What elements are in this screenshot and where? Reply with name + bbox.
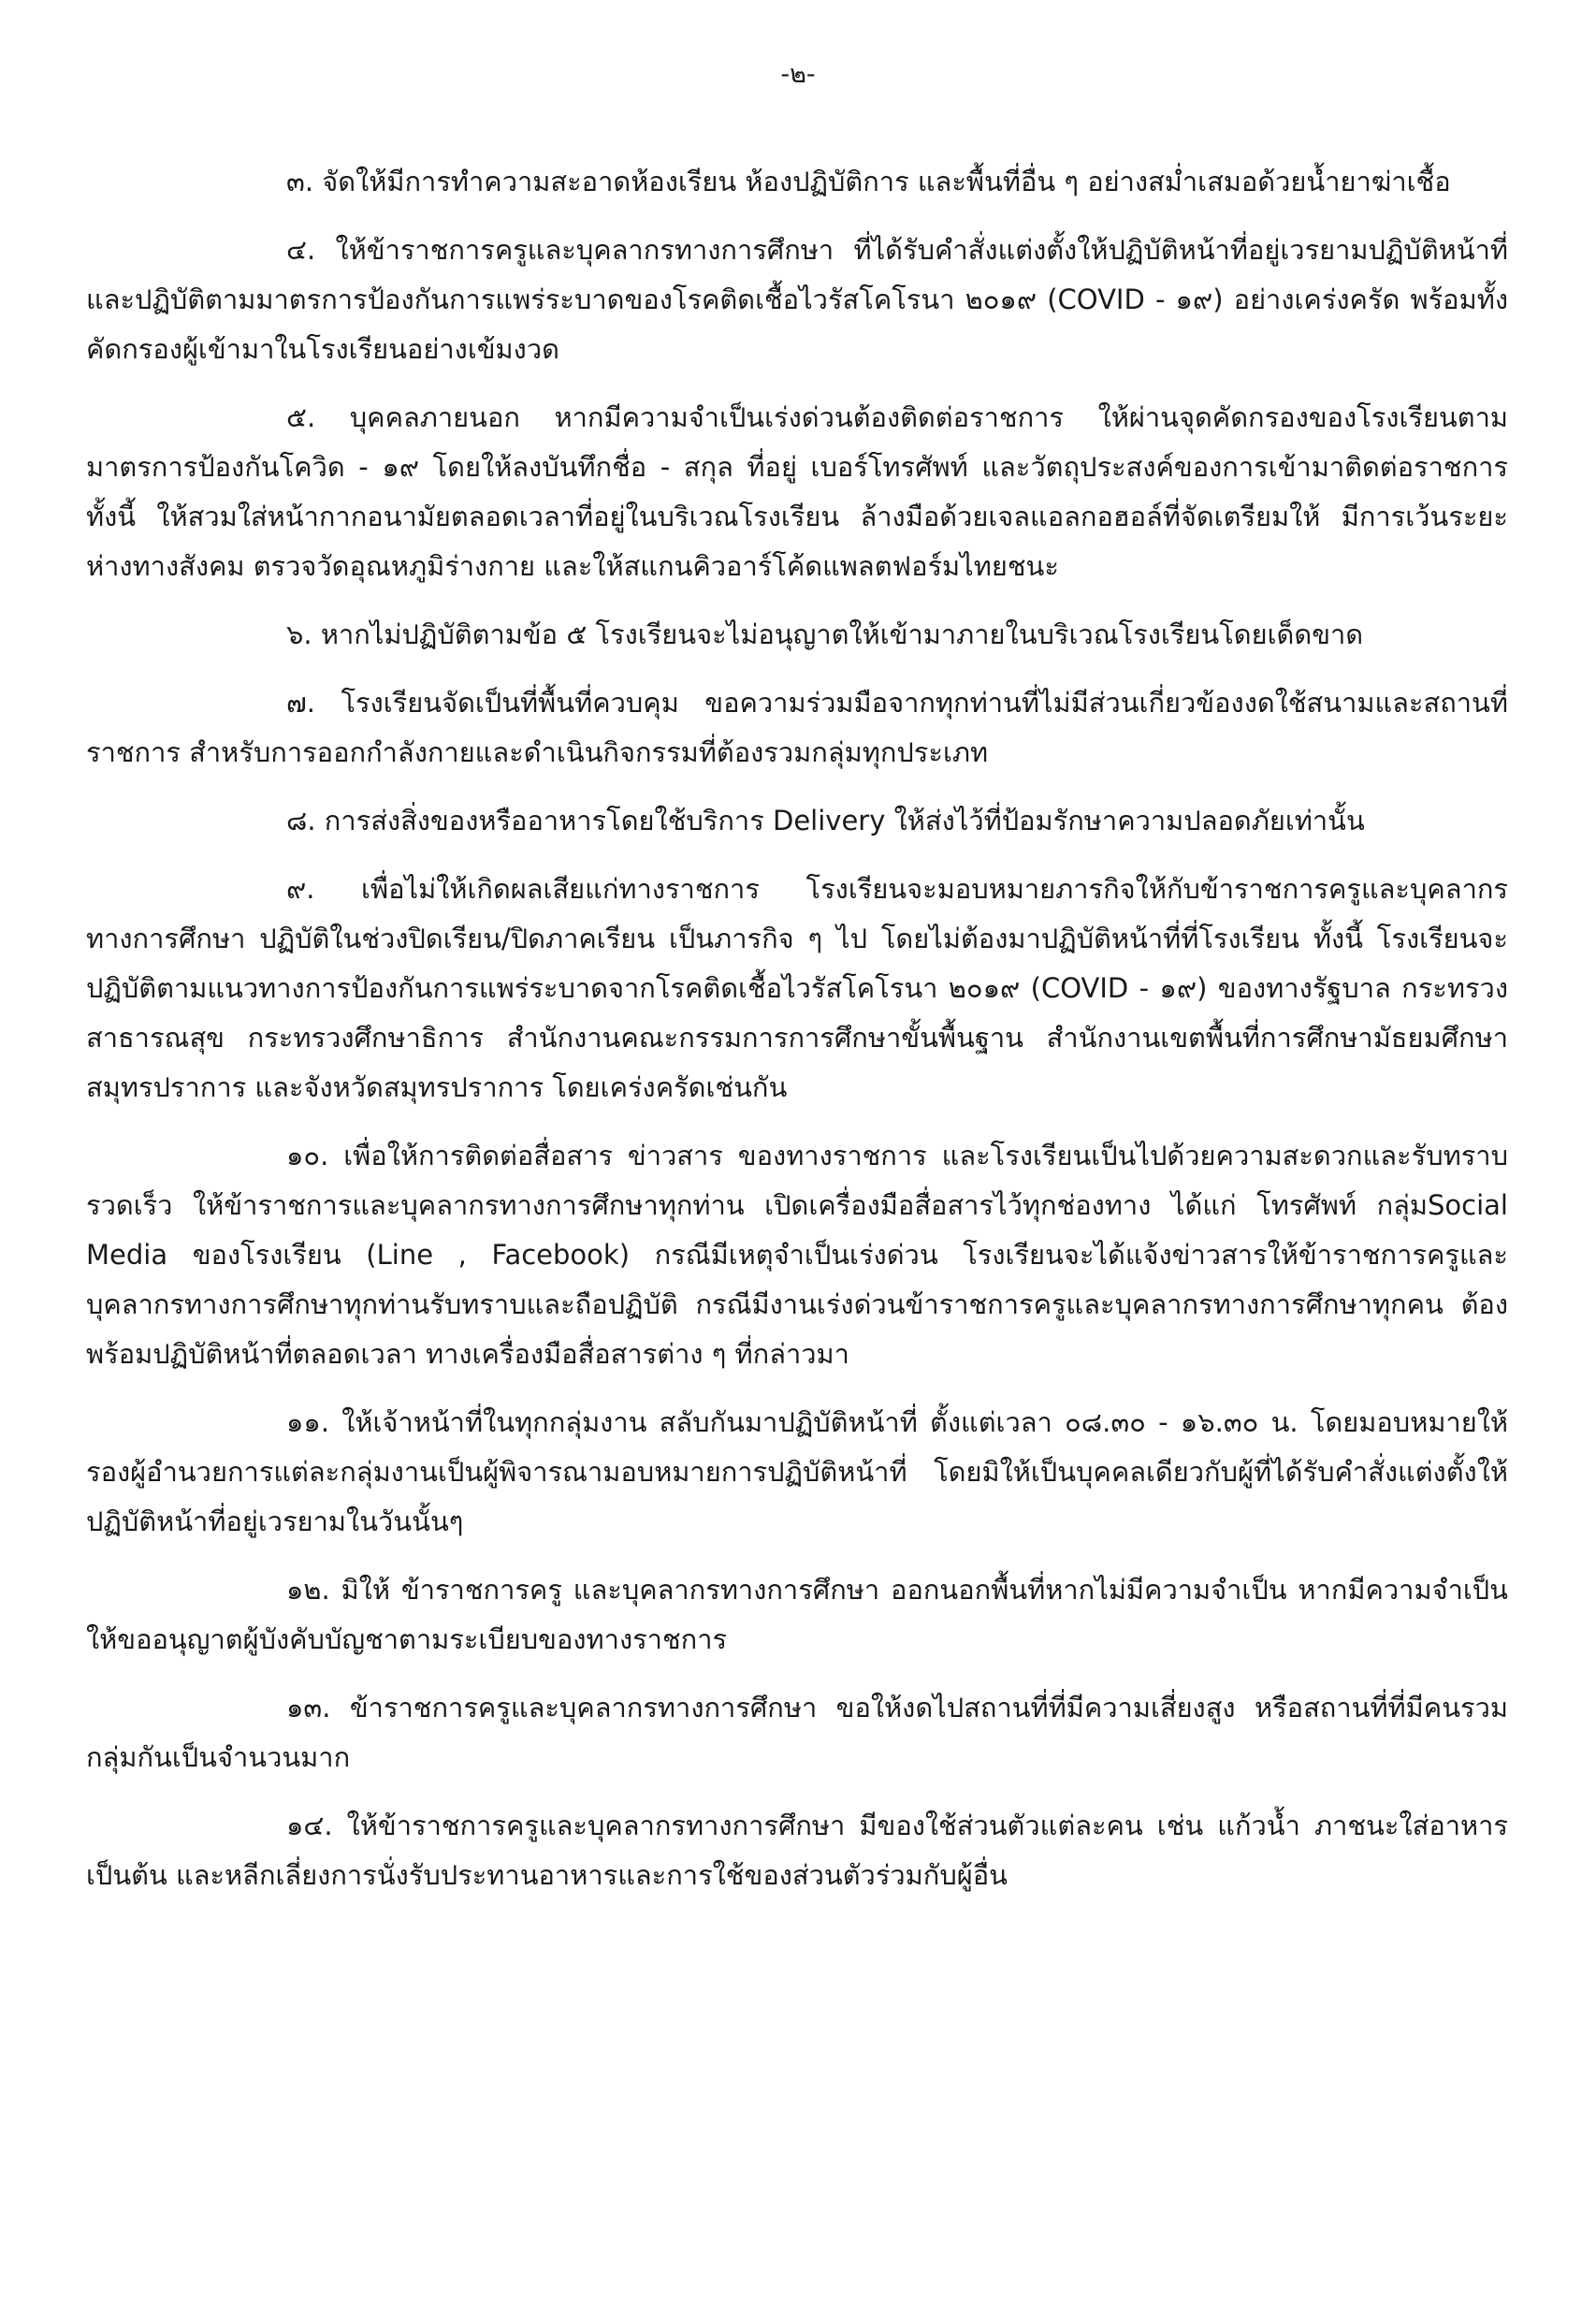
paragraph-item-10: ๑๐. เพื่อให้การติดต่อสื่อสาร ข่าวสาร ของทางราชการ และโรงเรียนเป็นไปด้วยความสะดวกและรับทราบรวดเร็ว ให้ข้าราชการและบุคลากรทางการศึกษาทุกท่าน เปิดเครื่องมือสื่อสารไว้ทุกช่องทาง ได้แก่ โทรศัพท์ กลุ่มSocial Media ของโรงเรียน (Line , Facebook) กรณีมีเหตุจำเป็นเร่งด่วน โรงเรียนจะได้แจ้งข่าวสารให้ข้าราชการครูและบุคลากรทางการศึกษาทุกท่านรับทราบและถือปฏิบัติ กรณีมีงานเร่งด่วนข้าราชการครูและบุคลากรทางการศึกษาทุกคน ต้องพร้อมปฏิบัติหน้าที่ตลอดเวลา ทางเครื่องมือสื่อสารต่าง ๆ ที่กล่าวมา <box>86 1140 1508 1370</box>
paragraph-item-4: ๔. ให้ข้าราชการครูและบุคลากรทางการศึกษา ที่ได้รับคำสั่งแต่งตั้งให้ปฏิบัติหน้าที่อยู่เวรยามปฏิบัติหน้าที่ และปฏิบัติตามมาตรการป้องกันการแพร่ระบาดของโรคติดเชื้อไวรัสโคโรนา ๒๐๑๙ (COVID - ๑๙) อย่างเคร่งครัด พร้อมทั้งคัดกรองผู้เข้ามาในโรงเรียนอย่างเข้มงวด <box>86 234 1508 365</box>
paragraph-item-5: ๕. บุคคลภายนอก หากมีความจำเป็นเร่งด่วนต้องติดต่อราชการ ให้ผ่านจุดคัดกรองของโรงเรียนตามมาตรการป้องกันโควิด - ๑๙ โดยให้ลงบันทึกชื่อ - สกุล ที่อยู่ เบอร์โทรศัพท์ และวัตถุประสงค์ของการเข้ามาติดต่อราชการ ทั้งนี้ ให้สวมใส่หน้ากากอนามัยตลอดเวลาที่อยู่ในบริเวณโรงเรียน ล้างมือด้วยเจลแอลกอฮอล์ที่จัดเตรียมให้ มีการเว้นระยะห่างทางสังคม ตรวจวัดอุณหภูมิร่างกาย และให้สแกนคิวอาร์โค้ดแพลตฟอร์มไทยชนะ <box>86 401 1508 582</box>
paragraph-item-6: ๖. หากไม่ปฏิบัติตามข้อ ๕ โรงเรียนจะไม่อนุญาตให้เข้ามาภายในบริเวณโรงเรียนโดยเด็ดขาด <box>286 618 1364 650</box>
paragraph-item-14: ๑๔. ให้ข้าราชการครูและบุคลากรทางการศึกษา มีของใช้ส่วนตัวแต่ละคน เช่น แก้วน้ำ ภาชนะใส่อาหาร เป็นต้น และหลีกเลี่ยงการนั่งรับประทานอาหารและการใช้ของส่วนตัวร่วมกับผู้อื่น <box>86 1810 1508 1891</box>
paragraph-item-13: ๑๓. ข้าราชการครูและบุคลากรทางการศึกษา ขอให้งดไปสถานที่ที่มีความเสี่ยงสูง หรือสถานที่ที่มีคนรวมกลุ่มกันเป็นจำนวนมาก <box>86 1692 1508 1773</box>
document-body <box>86 157 1508 1919</box>
paragraph-item-12: ๑๒. มิให้ ข้าราชการครู และบุคลากรทางการศึกษา ออกนอกพื้นที่หากไม่มีความจำเป็น หากมีความจำเป็น ให้ขออนุญาตผู้บังคับบัญชาตามระเบียบของทางราชการ <box>86 1574 1508 1655</box>
paragraph-item-11: ๑๑. ให้เจ้าหน้าที่ในทุกกลุ่มงาน สลับกันมาปฏิบัติหน้าที่ ตั้งแต่เวลา ๐๘.๓๐ - ๑๖.๓๐ น. โดยมอบหมายให้รองผู้อำนวยการแต่ละกลุ่มงานเป็นผู้พิจารณามอบหมายการปฏิบัติหน้าที่ โดยมิให้เป็นบุคคลเดียวกับผู้ที่ได้รับคำสั่งแต่งตั้งให้ปฏิบัติหน้าที่อยู่เวรยามในวันนั้นๆ <box>86 1406 1508 1537</box>
page-number: -๒- <box>780 60 816 89</box>
paragraph-item-8: ๘. การส่งสิ่งของหรืออาหารโดยใช้บริการ Delivery ให้ส่งไว้ที่ป้อมรักษาความปลอดภัยเท่านั้น <box>286 805 1365 836</box>
paragraph-item-7: ๗. โรงเรียนจัดเป็นที่พื้นที่ควบคุม ขอความร่วมมือจากทุกท่านที่ไม่มีส่วนเกี่ยวข้องงดใช้สนามและสถานที่ราชการ สำหรับการออกกำลังกายและดำเนินกิจกรรมที่ต้องรวมกลุ่มทุกประเภท <box>86 687 1508 768</box>
paragraph-item-9: ๙. เพื่อไม่ให้เกิดผลเสียแก่ทางราชการ โรงเรียนจะมอบหมายภารกิจให้กับข้าราชการครูและบุคลากรทางการศึกษา ปฏิบัติในช่วงปิดเรียน/ปิดภาคเรียน เป็นภารกิจ ๆ ไป โดยไม่ต้องมาปฏิบัติหน้าที่ที่โรงเรียน ทั้งนี้ โรงเรียนจะปฏิบัติตามแนวทางการป้องกันการแพร่ระบาดจากโรคติดเชื้อไวรัสโคโรนา ๒๐๑๙ (COVID - ๑๙) ของทางรัฐบาล กระทรวงสาธารณสุข กระทรวงศึกษาธิการ สำนักงานคณะกรรมการการศึกษาขั้นพื้นฐาน สำนักงานเขตพื้นที่การศึกษามัธยมศึกษาสมุทรปราการ และจังหวัดสมุทรปราการ โดยเคร่งครัดเช่นกัน <box>86 873 1508 1103</box>
paragraph-item-3: ๓. จัดให้มีการทำความสะอาดห้องเรียน ห้องปฏิบัติการ และพื้นที่อื่น ๆ อย่างสม่ำเสมอด้วยน้ำยาฆ่าเชื้อ <box>286 166 1451 197</box>
